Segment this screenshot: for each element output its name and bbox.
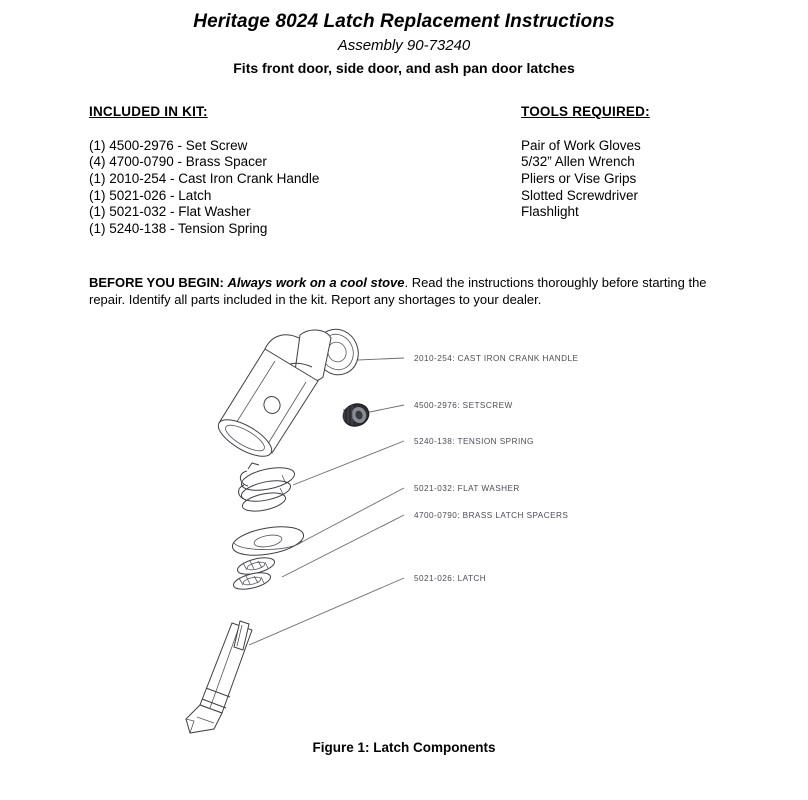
list-item: (1) 5021-032 - Flat Washer [89,204,251,220]
tools-required-column [521,104,650,221]
included-in-kit-column [89,104,319,238]
callout-label-brass-spacers: 4700-0790: BRASS LATCH SPACERS [414,511,569,520]
document-subtitle: Assembly 90-73240 [337,36,471,54]
part-brass-latch-spacers [232,555,276,593]
leader-line-flat-washer [300,488,404,543]
list-item: 5/32” Allen Wrench [521,154,635,170]
callout-label-setscrew: 4500-2976: SETSCREW [414,401,513,410]
callout-label-crank-handle: 2010-254: CAST IRON CRANK HANDLE [414,354,579,363]
document-fits-line: Fits front door, side door, and ash pan door latches [233,60,575,76]
list-item: (1) 5240-138 - Tension Spring [89,220,268,236]
tools-required-list [521,138,650,221]
list-item: (1) 5021-026 - Latch [89,187,212,203]
figure-caption: Figure 1: Latch Components [312,740,496,755]
included-in-kit-heading: INCLUDED IN KIT: [89,103,208,119]
part-setscrew [340,401,372,430]
list-item: (1) 4500-2976 - Set Screw [89,137,248,153]
callout-label-flat-washer: 5021-032: FLAT WASHER [414,484,520,493]
included-in-kit-list [89,138,319,238]
leader-line-brass-spacers [282,515,404,577]
notice-emphasis: Always work on a cool stove [227,275,405,290]
notice-label: BEFORE YOU BEGIN: [89,275,224,290]
list-item: Pliers or Vise Grips [521,171,637,187]
document-header [0,0,808,78]
parts-and-tools-section [0,104,808,254]
tools-required-heading: TOOLS REQUIRED: [521,103,650,119]
part-flat-washer [230,522,305,560]
notice-body: . Read the instructions thoroughly before starting the repair. Identify all parts included in the kit. Report any shortages to your dealer. [89,275,707,307]
callout-label-tension-spring: 5240-138: TENSION SPRING [414,437,534,446]
before-you-begin-notice [89,275,708,308]
part-cast-iron-crank-handle [213,323,365,464]
list-item: Pair of Work Gloves [521,137,641,153]
latch-components-figure [0,305,808,735]
list-item: Slotted Screwdriver [521,187,639,203]
list-item: Flashlight [521,204,579,220]
leader-line-latch [249,578,404,645]
part-tension-spring [239,463,297,514]
list-item: (1) 2010-254 - Cast Iron Crank Handle [89,171,320,187]
document-title: Heritage 8024 Latch Replacement Instructions [193,11,615,32]
leader-line-setscrew [365,405,404,413]
leader-line-tension-spring [293,441,404,485]
callout-label-latch: 5021-026: LATCH [414,574,487,583]
part-latch [186,621,252,733]
list-item: (4) 4700-0790 - Brass Spacer [89,154,267,170]
